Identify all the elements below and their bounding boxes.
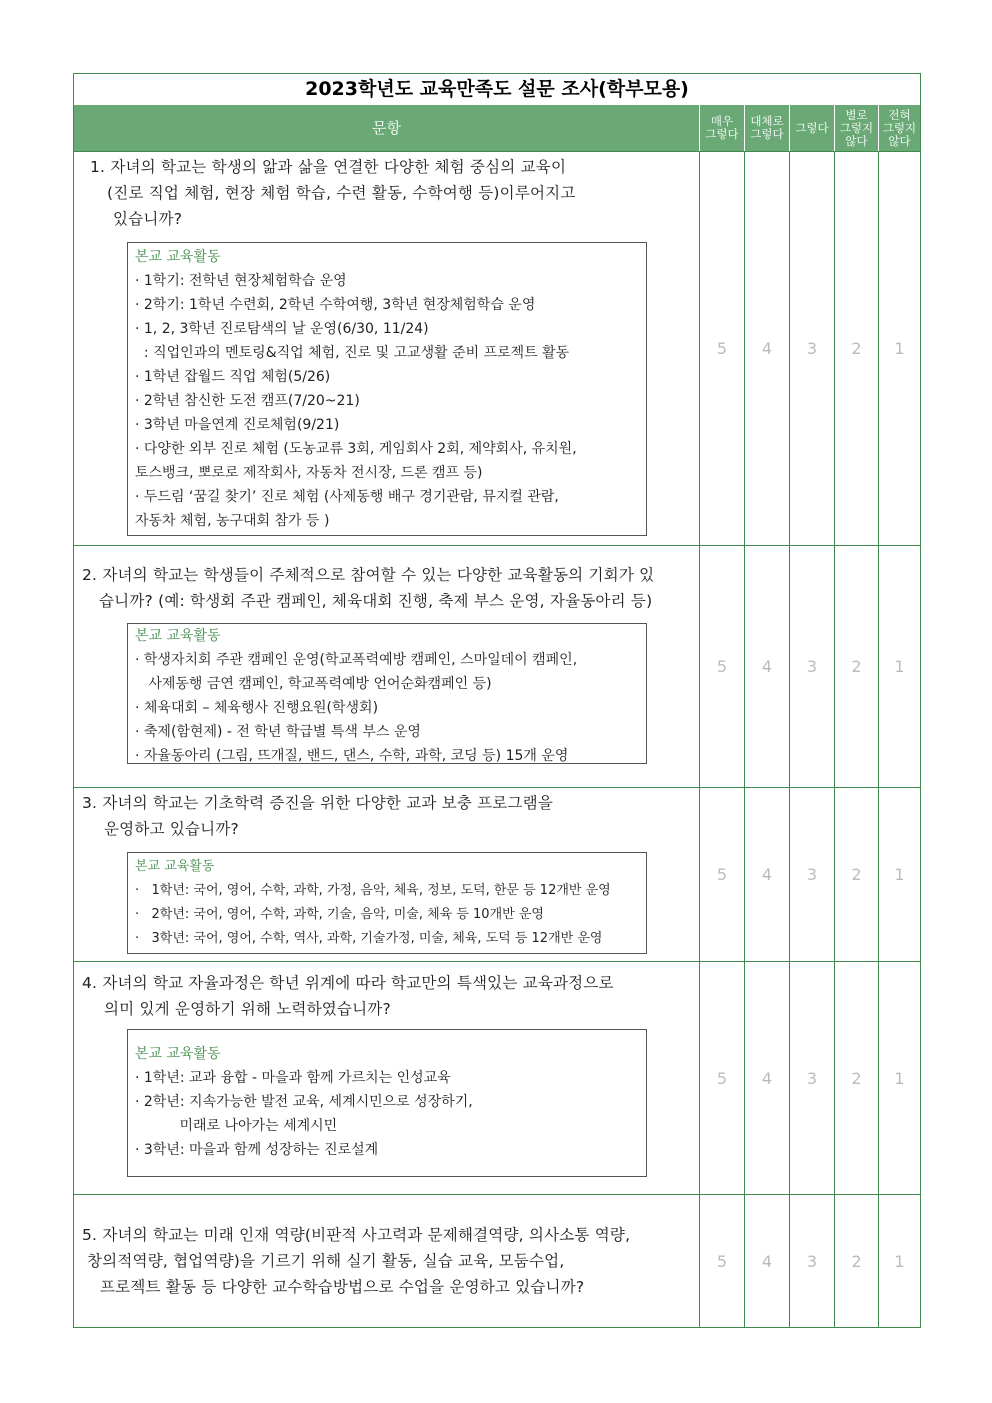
header-option-strongly-disagree: 전혀 그렇지 않다 [878,105,920,151]
activity-box-3-title: 본교 교육활동 [135,859,215,874]
q1-score-3[interactable]: 3 [789,152,834,545]
activity-item: · 자율동아리 (그림, 뜨개질, 밴드, 댄스, 수학, 과학, 코딩 등) 15개 운영 [135,748,569,764]
question-text-2 [82,562,654,614]
question-row-2 [74,545,920,787]
question-cell-2 [74,546,699,787]
question-1-line-2: (진로 직업 체험, 현장 체험 학습, 수련 활동, 수학여행 등)이루어지고 [107,184,576,202]
question-5-line-2: 창의적역량, 협업역량)을 기르기 위해 실기 활동, 실습 교육, 모둠수업, [87,1252,565,1270]
question-2-line-1: 2. 자녀의 학교는 학생들이 주체적으로 참여할 수 있는 다양한 교육활동의 기회가 있 [82,566,655,584]
header-question-label: 문항 [372,119,401,137]
survey-title: 2023학년도 교육만족도 설문 조사(학부모용) [74,74,920,106]
question-cell-1 [74,152,699,545]
question-3-line-2: 운영하고 있습니까? [104,820,239,838]
header-option-strongly-agree: 매우 그렇다 [699,105,744,151]
activity-item: · 3학년: 국어, 영어, 수학, 역사, 과학, 기술가정, 미술, 체육, 도덕 등 12개반 운영 [135,931,603,946]
q4-score-5[interactable]: 5 [699,962,744,1194]
question-text-5 [82,1222,630,1300]
question-4-line-2: 의미 있게 운영하기 위해 노력하였습니까? [104,1000,391,1018]
q2-score-2[interactable]: 2 [834,546,878,787]
activity-item: · 축제(함현제) - 전 학년 학급별 특색 부스 운영 [135,724,421,740]
activity-box-2-title: 본교 교육활동 [135,628,221,644]
q5-score-1[interactable]: 1 [878,1195,920,1327]
q1-score-4[interactable]: 4 [744,152,789,545]
activity-item: · 3학년 마을연계 진로체험(9/21) [135,417,340,433]
activity-item: · 1학년 잡월드 직업 체험(5/26) [135,369,331,385]
activity-item: 자동차 체험, 농구대회 참가 등 ) [135,513,330,529]
table-header [74,105,920,151]
q2-score-1[interactable]: 1 [878,546,920,787]
activity-item: · 1학년: 교과 융합 - 마을과 함께 가르치는 인성교육 [135,1070,451,1086]
activity-item: 미래로 나아가는 세계시민 [135,1118,338,1134]
activity-box-2 [127,623,647,764]
survey-table [73,73,921,1328]
q4-score-1[interactable]: 1 [878,962,920,1194]
activity-box-1 [127,242,647,536]
activity-item: · 2학기: 1학년 수련회, 2학년 수학여행, 3학년 현장체험학습 운영 [135,297,536,313]
activity-box-3 [127,852,647,954]
question-row-3 [74,787,920,961]
q3-score-4[interactable]: 4 [744,788,789,961]
question-row-5 [74,1194,920,1327]
question-text-3 [82,790,553,842]
activity-item: · 1, 2, 3학년 진로탐색의 날 운영(6/30, 11/24) [135,321,429,337]
activity-item: · 2학년: 지속가능한 발전 교육, 세계시민으로 성장하기, [135,1094,473,1110]
question-1-line-1: 1. 자녀의 학교는 학생의 앎과 삶을 연결한 다양한 체험 중심의 교육이 [90,158,567,176]
q5-score-4[interactable]: 4 [744,1195,789,1327]
question-text-1 [90,154,576,232]
activity-item: 사제동행 금연 캠페인, 학교폭력예방 언어순화캠페인 등) [135,676,492,692]
q3-score-5[interactable]: 5 [699,788,744,961]
q4-score-4[interactable]: 4 [744,962,789,1194]
question-3-line-1: 3. 자녀의 학교는 기초학력 증진을 위한 다양한 교과 보충 프로그램을 [82,794,554,812]
question-row-4 [74,961,920,1194]
question-5-line-1: 5. 자녀의 학교는 미래 인재 역량(비판적 사고력과 문제해결역량, 의사소통 역량, [82,1226,631,1244]
activity-item: · 3학년: 마을과 함께 성장하는 진로설계 [135,1142,379,1158]
question-1-line-3: 있습니까? [113,210,183,228]
activity-item: · 학생자치회 주관 캠페인 운영(학교폭력예방 캠페인, 스마일데이 캠페인, [135,652,578,668]
activity-item: · 2학년 참신한 도전 캠프(7/20~21) [135,393,360,409]
activity-item: · 1학년: 국어, 영어, 수학, 과학, 가정, 음악, 체육, 정보, 도덕, 한문 등 12개반 운영 [135,883,611,898]
q3-score-3[interactable]: 3 [789,788,834,961]
activity-box-4-title: 본교 교육활동 [135,1046,221,1062]
question-5-line-3: 프로젝트 활동 등 다양한 교수학습방법으로 수업을 운영하고 있습니까? [100,1278,585,1296]
question-cell-5 [74,1195,699,1327]
activity-item: · 1학기: 전학년 현장체험학습 운영 [135,273,347,289]
question-cell-3 [74,788,699,961]
question-4-line-1: 4. 자녀의 학교 자율과정은 학년 위계에 따라 학교만의 특색있는 교육과정으로 [82,974,614,992]
activity-item: · 다양한 외부 진로 체험 (도농교류 3회, 게임회사 2회, 제약회사, 유치원, [135,441,577,457]
q1-score-2[interactable]: 2 [834,152,878,545]
q2-score-4[interactable]: 4 [744,546,789,787]
q2-score-5[interactable]: 5 [699,546,744,787]
q4-score-2[interactable]: 2 [834,962,878,1194]
q5-score-5[interactable]: 5 [699,1195,744,1327]
activity-item: · 2학년: 국어, 영어, 수학, 과학, 기술, 음악, 미술, 체육 등 10개반 운영 [135,907,544,922]
q2-score-3[interactable]: 3 [789,546,834,787]
header-option-disagree: 별로 그렇지 않다 [834,105,878,151]
q5-score-3[interactable]: 3 [789,1195,834,1327]
activity-item: 토스뱅크, 뽀로로 제작회사, 자동차 전시장, 드론 캠프 등) [135,465,483,481]
question-text-4 [82,970,614,1022]
question-row-1 [74,151,920,545]
q5-score-2[interactable]: 2 [834,1195,878,1327]
activity-box-4 [127,1029,647,1177]
activity-box-1-title: 본교 교육활동 [135,249,221,265]
question-2-line-2: 습니까? (예: 학생회 주관 캠페인, 체육대회 진행, 축제 부스 운영, 자율동아리 등) [99,592,653,610]
q4-score-3[interactable]: 3 [789,962,834,1194]
question-cell-4 [74,962,699,1194]
q3-score-2[interactable]: 2 [834,788,878,961]
activity-item: · 두드림 ‘꿈길 찾기’ 진로 체험 (사제동행 배구 경기관람, 뮤지컬 관람, [135,489,559,505]
activity-item: : 직업인과의 멘토링&직업 체험, 진로 및 고교생활 준비 프로젝트 활동 [135,345,570,361]
q1-score-1[interactable]: 1 [878,152,920,545]
header-option-neutral: 그렇다 [789,105,834,151]
activity-item: · 체육대회 – 체육행사 진행요원(학생회) [135,700,379,716]
q3-score-1[interactable]: 1 [878,788,920,961]
q1-score-5[interactable]: 5 [699,152,744,545]
header-option-agree: 대체로 그렇다 [744,105,789,151]
